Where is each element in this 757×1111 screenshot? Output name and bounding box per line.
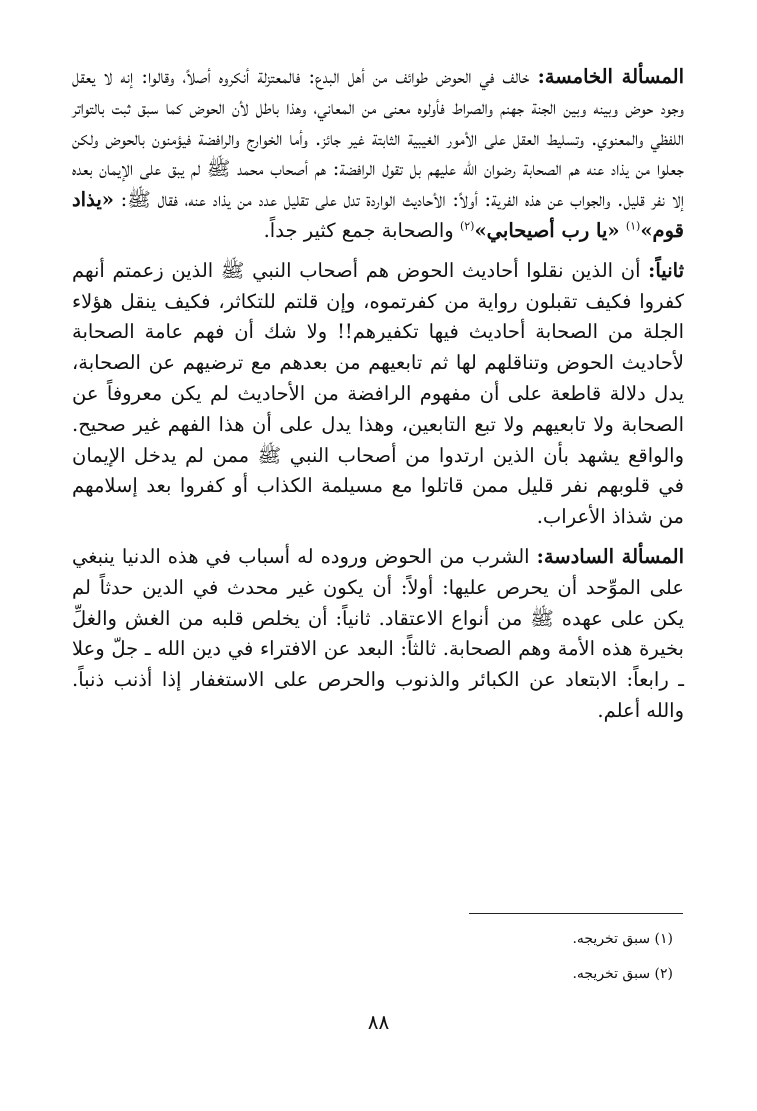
footnotes	[572, 928, 673, 998]
issue-six-heading: المسألة السادسة:	[536, 544, 684, 568]
hadith-quote-2: «يا رب أصيحابي»	[474, 218, 620, 242]
footnote-2	[572, 963, 673, 985]
footnote-2-number: (٢)	[654, 966, 673, 982]
secondly-heading: ثانياً:	[648, 258, 684, 282]
paragraph-issue-six	[72, 542, 684, 727]
footnote-divider	[469, 913, 683, 914]
footnote-1-number: (١)	[654, 931, 673, 947]
issue-five-heading: المسألة الخامسة:	[537, 65, 684, 88]
secondly-text: أن الذين نقلوا أحاديث الحوض هم أصحاب النبي ﷺ الذين زعمتم أنهم كفروا فكيف تقبلون رواية من كفرتموه، وإن قلتم للتكاثر، فكيف ينقل هؤلاء الجلة من الصحابة أحاديث فيها تكفيرهم!! ولا شك أن فهم عامة الصحابة لأحاديث الحوض وتناقلهم لها ثم تابعيهم من بعدهم مع ترضيهم عن الصحابة، يدل دلالة قاطعة على أن مفهوم الرافضة من الأحاديث لم يكن معروفاً عن الصحابة ولا تابعيهم ولا تبع التابعين، وهذا يدل على أن هذا الفهم غير صحيح. والواقع يشهد بأن الذين ارتدوا من أصحاب النبي ﷺ ممن لم يدخل الإيمان في قلوبهم نفر قليل ممن قاتلوا مع مسيلمة الكذاب أو كفروا بعد إسلامهم من شذاذ الأعراب.	[72, 258, 684, 529]
footnote-2-text: سبق تخريجه.	[572, 966, 651, 982]
hadith-quote-1: «يذاد قوم»	[72, 188, 684, 242]
issue-five-text-end: والصحابة جمع كثير جداً.	[263, 218, 460, 242]
footnote-1	[572, 928, 673, 950]
footnote-ref-2[interactable]: (٢)	[459, 219, 475, 233]
issue-six-text: الشرب من الحوض وروده له أسباب في هذه الدنيا ينبغي على الموِّحد أن يحرص عليها: أولاً: أن يكون غير محدث في الدين حدثاً لم يكن على عهده ﷺ من أنواع الاعتقاد. ثانياً: أن يخلص قلبه من الغش والغلِّ بخيرة هذه الأمة وهم الصحابة. ثالثاً: البعد عن الافتراء في دين الله ـ جلّ وعلا ـ رابعاً: الابتعاد عن الكبائر والذنوب والحرص على الاستغفار إذا أذنب ذنباً. والله أعلم.	[72, 544, 684, 722]
footnote-ref-1[interactable]: (١)	[625, 219, 641, 233]
footnote-1-text: سبق تخريجه.	[572, 931, 651, 947]
paragraph-issue-five	[72, 62, 684, 247]
page-body	[72, 62, 684, 727]
issue-five-text: خالف في الحوض طوائف من أهل البدع: فالمعتزلة أنكروه أصلاً، وقالوا: إنه لا يعقل وجود حوض وبينه وبين الجنة جهنم والصراط فأولوه معنى من المعاني، وهذا باطل لأن الحوض كما سبق ثبت بالتواتر اللفظي والمعنوي. وتسليط العقل على الأمور الغيبية الثابتة غير جائز. وأما الخوارج والرافضة فيؤمنون بالحوض ولكن جعلوا من يذاد عنه هم الصحابة رضوان الله عليهم بل تقول الرافضة: هم أصحاب محمد ﷺ لم يبق على الإيمان بعده إلا نفر قليل. والجواب عن هذه الفرية: أولاً: الأحاديث الواردة تدل على تقليل عدد من يذاد عنه، فقال ﷺ:	[72, 65, 684, 212]
page-number: ٨٨	[367, 1010, 390, 1034]
paragraph-secondly	[72, 256, 684, 533]
